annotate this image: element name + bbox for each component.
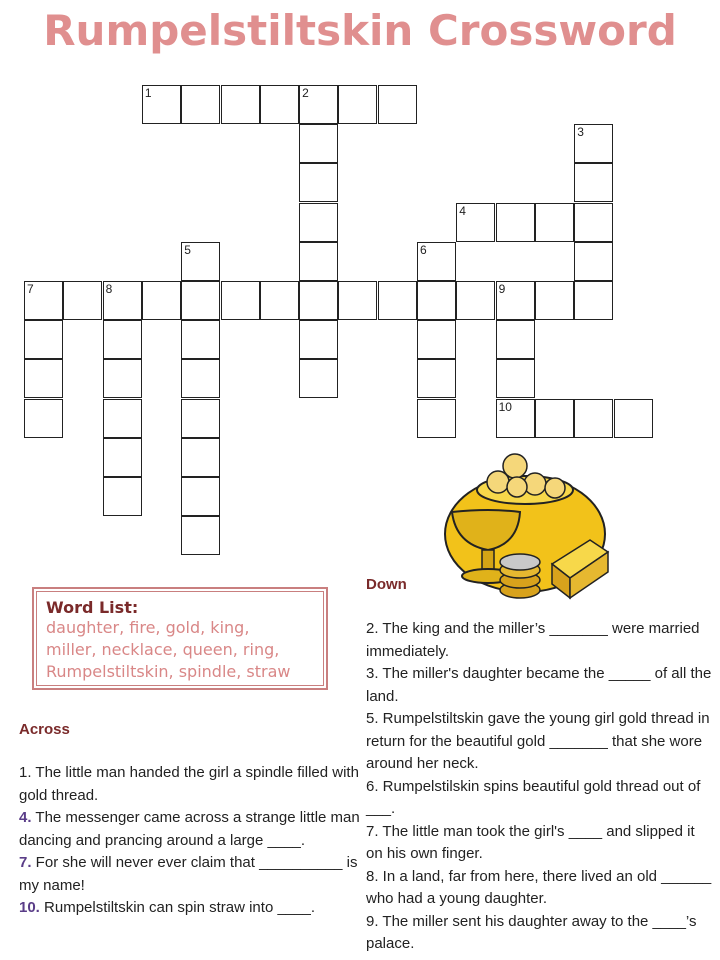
clue-number-label: 3 [577,125,584,140]
grid-cell[interactable] [103,399,142,438]
clue-number: 6. [366,777,379,795]
clue-number: 9. [366,912,379,930]
grid-cell[interactable] [299,281,338,320]
grid-cell[interactable] [24,359,63,398]
grid-cell[interactable] [574,281,613,320]
grid-cell[interactable] [417,320,456,359]
clue-text: The king and the miller’s _______ were married immediately. [366,620,700,660]
clue-number: 3. [366,665,379,682]
clue-number: 7. [19,854,32,871]
grid-cell[interactable] [614,399,653,438]
grid-cell[interactable] [417,242,456,281]
grid-cell[interactable] [456,281,495,320]
word-list-box [32,587,328,690]
grid-cell[interactable] [574,203,613,242]
down-clue-2 [366,618,714,663]
word-list-line: daughter, fire, gold, king, [46,618,250,637]
grid-cell[interactable] [181,399,220,438]
grid-cell[interactable] [181,359,220,398]
grid-cell[interactable] [496,320,535,359]
grid-cell[interactable] [24,320,63,359]
clue-text: The little man handed the girl a spindle filled with gold thread. [19,764,359,804]
grid-cell[interactable] [221,281,260,320]
clue-number: 7. [366,822,379,840]
grid-cell[interactable] [456,203,495,242]
grid-cell[interactable] [299,320,338,359]
grid-cell[interactable] [103,477,142,516]
grid-cell[interactable] [574,399,613,438]
clue-text: Rumpelstiltskin gave the young girl gold thread in return for the beautiful gold _______ that she wore around her neck. [366,710,710,772]
across-clues [19,762,364,920]
grid-cell[interactable] [63,281,102,320]
clue-number-label: 10 [498,399,512,414]
grid-cell[interactable] [535,281,574,320]
clue-text: The messenger came across a strange little man dancing and prancing around a large ____. [19,809,360,849]
grid-cell[interactable] [103,320,142,359]
down-clue-6 [366,776,714,821]
word-list-words [46,617,326,683]
grid-cell[interactable] [496,399,535,438]
grid-cell[interactable] [378,281,417,320]
down-clue-5 [366,708,714,776]
clue-number-label: 1 [144,86,152,100]
grid-cell[interactable] [181,516,220,555]
down-clue-3 [366,663,714,708]
page-title: Rumpelstiltskin Crossword [43,6,677,55]
grid-cell[interactable] [338,85,377,124]
grid-cell[interactable] [299,85,338,124]
grid-cell[interactable] [260,281,299,320]
grid-cell[interactable] [103,281,142,320]
grid-cell[interactable] [574,124,613,163]
across-clue-10 [19,897,364,920]
grid-cell[interactable] [417,281,456,320]
grid-cell[interactable] [417,359,456,398]
across-clue-7 [19,852,364,897]
clue-text: Rumpelstilskin spins beautiful gold thread out of ___. [366,777,701,817]
clue-text: The miller sent his daughter away to the ____’s palace. [366,912,697,952]
clue-text: In a land, far from here, there lived an old ______ who had a young daughter. [366,867,712,907]
word-list-line: miller, necklace, queen, ring, [46,640,280,659]
clue-number-label: 4 [459,203,466,218]
grid-cell[interactable] [574,163,613,202]
down-clue-7 [366,821,714,866]
clue-text: The little man took the girl's ____ and slipped it on his own finger. [366,822,695,862]
grid-cell[interactable] [142,281,181,320]
word-list-title: Word List: [46,598,139,617]
clue-number-label: 7 [27,282,34,296]
clue-number: 4. [19,809,32,826]
grid-cell[interactable] [496,203,535,242]
grid-cell[interactable] [221,85,260,124]
grid-cell[interactable] [378,85,417,124]
grid-cell[interactable] [574,242,613,281]
grid-cell[interactable] [299,124,338,163]
clue-number: 8. [366,867,379,885]
across-clue-4 [19,807,364,852]
across-heading: Across [19,721,70,738]
grid-cell[interactable] [181,477,220,516]
grid-cell[interactable] [181,320,220,359]
clue-number-label: 2 [302,86,309,100]
grid-cell[interactable] [417,399,456,438]
grid-cell[interactable] [142,85,181,124]
grid-cell[interactable] [181,85,220,124]
grid-cell[interactable] [181,438,220,477]
clue-number: 10. [19,899,40,916]
clue-number-label: 5 [184,242,191,257]
clue-number-label: 6 [420,242,427,257]
grid-cell[interactable] [338,281,377,320]
grid-cell[interactable] [299,203,338,242]
down-clue-9 [366,911,714,956]
grid-cell[interactable] [24,399,63,438]
clue-number-label: 9 [498,282,506,296]
grid-cell[interactable] [181,242,220,281]
clue-number: 1. [19,764,32,781]
grid-cell[interactable] [181,281,220,320]
clue-number: 2. [366,620,379,637]
grid-cell[interactable] [299,359,338,398]
clue-number-label: 8 [105,282,113,296]
clue-text: For she will never ever claim that __________ is my name! [19,854,358,894]
word-list-line: Rumpelstiltskin, spindle, straw [46,662,291,681]
down-clues [366,618,714,956]
grid-cell[interactable] [535,203,574,242]
down-heading: Down [366,576,407,593]
grid-cell[interactable] [496,281,535,320]
pot-of-gold-icon [440,452,620,607]
grid-cell[interactable] [299,163,338,202]
grid-cell[interactable] [103,359,142,398]
across-clue-1 [19,762,364,807]
grid-cell[interactable] [496,359,535,398]
grid-cell[interactable] [103,438,142,477]
grid-cell[interactable] [260,85,299,124]
grid-cell[interactable] [299,242,338,281]
grid-cell[interactable] [535,399,574,438]
grid-cell[interactable] [24,281,63,320]
clue-text: Rumpelstiltskin can spin straw into ____. [39,899,315,916]
clue-number: 5. [366,710,379,727]
clue-text: The miller's daughter became the _____ of all the land. [366,665,712,705]
down-clue-8 [366,866,714,911]
